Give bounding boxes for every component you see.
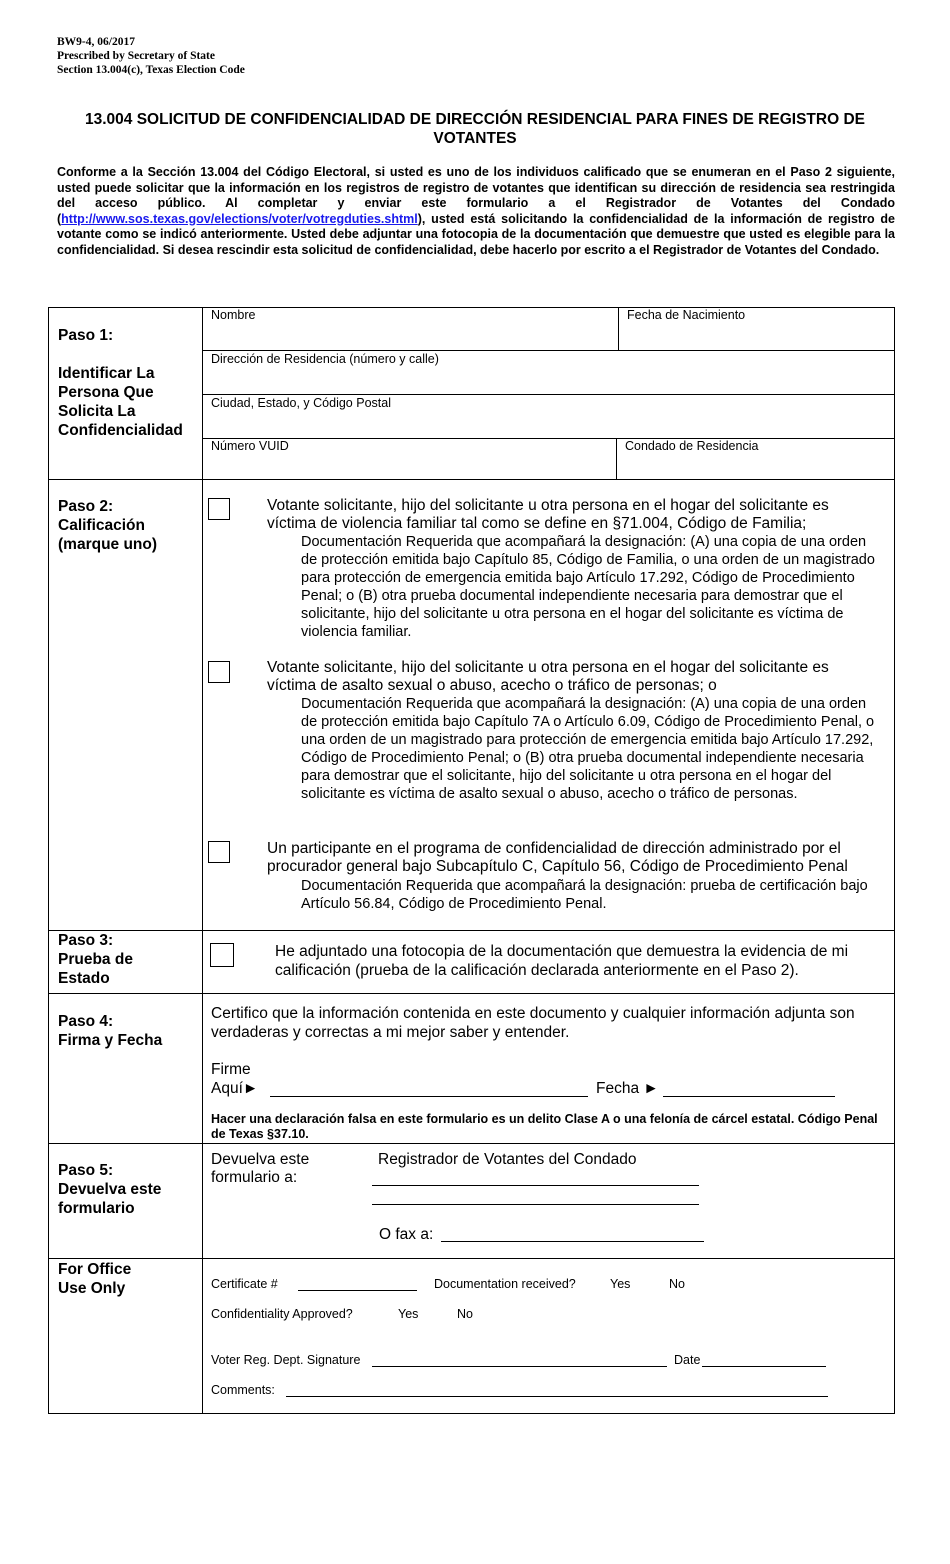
- registrar-name: Registrador de Votantes del Condado: [378, 1151, 637, 1168]
- doc-received-no[interactable]: No: [669, 1277, 685, 1291]
- option3-documentation: Documentación Requerida que acompañará la designación: prueba de certificación bajo Artículo 56.84, Código de Procedimiento Penal.: [301, 878, 868, 912]
- comments-line[interactable]: [286, 1396, 828, 1397]
- intro-text-1: Conforme a la Sección 13.004 del Código Electoral, si usted es uno de los individuos calificado que se enumeran en el Paso 2 siguiente, usted puede solicitar que la información en los registros de registro de votantes que identifican su dirección de residencia sea restringida del acceso público. Al completar y enviar este formulario a el Registrador de Votantes del Condado (: [57, 165, 895, 226]
- doc-received-label: Documentation received?: [434, 1277, 576, 1291]
- sign-here-label-1: Firme: [211, 1061, 251, 1078]
- step1-row-line: [202, 394, 895, 395]
- step1-col-line: [616, 438, 617, 479]
- vuid-field[interactable]: Número VUID: [211, 439, 289, 453]
- option1-documentation: Documentación Requerida que acompañará la designación: (A) una copia de una orden de protección emitida bajo Capítulo 85, Código de Familia, o una orden de un magistrado para protección de emergencia emitida bajo Artículo 17.292, Código de Procedimiento Penal; o (B) otra prueba documental independiente necesaria para demostrar que el solicitante, hijo del solicitante u otra persona en el hogar del solicitante es víctima de violencia familiar.: [301, 534, 875, 640]
- option2-checkbox[interactable]: [208, 661, 230, 683]
- label-column-divider: [202, 307, 203, 1414]
- divider-step3: [48, 993, 895, 994]
- confidentiality-approved-label: Confidentiality Approved?: [211, 1307, 353, 1321]
- step2-label: Paso 2:: [58, 498, 114, 515]
- return-to-label-2: formulario a:: [211, 1169, 298, 1186]
- option1-text: Votante solicitante, hijo del solicitante u otra persona en el hogar del solicitante es víctima de violencia familiar tal como se define en §71.004, Código de Familia;: [267, 497, 829, 532]
- address-field[interactable]: Dirección de Residencia (número y calle): [211, 352, 439, 366]
- date-label: Fecha ►: [596, 1080, 659, 1097]
- registrar-address-line-2[interactable]: [372, 1204, 699, 1205]
- doc-received-yes[interactable]: Yes: [610, 1277, 631, 1291]
- step5-label: Paso 5:: [58, 1162, 114, 1179]
- sign-here-label-2: Aquí►: [211, 1080, 259, 1097]
- legal-reference: Section 13.004(c), Texas Election Code: [57, 64, 245, 76]
- proof-statement: He adjuntado una fotocopia de la documentación que demuestra la evidencia de mi calificación (prueba de la calificación declarada anteriormente en el Paso 2).: [275, 943, 849, 979]
- form-number: BW9-4, 06/2017: [57, 36, 135, 48]
- fax-line[interactable]: [441, 1241, 704, 1242]
- option3-text: Un participante en el programa de confidencialidad de dirección administrado por el procurador general bajo Subcapítulo C, Capítulo 56, Código de Procedimiento Penal: [267, 840, 848, 875]
- step2-sublabel-2: (marque uno): [58, 536, 158, 553]
- certification-text: Certifico que la información contenida en este documento y cualquier información adjunta son verdaderas y correctas a mi mejor saber y entender.: [211, 1005, 855, 1041]
- office-date-label: Date: [674, 1353, 701, 1367]
- signature-line[interactable]: [270, 1096, 588, 1097]
- office-date-line[interactable]: [702, 1366, 826, 1367]
- divider-step1: [48, 479, 895, 480]
- certificate-line[interactable]: [298, 1290, 417, 1291]
- step3-sublabel: Prueba de Estado: [58, 951, 133, 987]
- registrar-address-line-1[interactable]: [372, 1185, 699, 1186]
- return-to-label-1: Devuelva este: [211, 1151, 310, 1168]
- step4-sublabel: Firma y Fecha: [58, 1032, 163, 1049]
- step1-row-line: [202, 438, 895, 439]
- step5-sublabel: Devuelva este formulario: [58, 1181, 162, 1217]
- divider-step5: [48, 1258, 895, 1259]
- city-state-zip-field[interactable]: Ciudad, Estado, y Código Postal: [211, 396, 391, 410]
- form-header: [57, 35, 245, 77]
- dept-signature-line[interactable]: [372, 1366, 667, 1367]
- approved-yes[interactable]: Yes: [398, 1307, 419, 1321]
- name-field[interactable]: Nombre: [211, 308, 256, 322]
- proof-checkbox[interactable]: [210, 943, 234, 967]
- step3-label: Paso 3:: [58, 932, 114, 949]
- divider-step2: [48, 930, 895, 931]
- prescribed-by: Prescribed by Secretary of State: [57, 50, 215, 62]
- step1-sublabel: Identificar La Persona Que Solicita La Confidencialidad: [58, 365, 183, 439]
- step1-label: Paso 1:: [58, 327, 114, 344]
- approved-no[interactable]: No: [457, 1307, 473, 1321]
- dept-signature-label: Voter Reg. Dept. Signature: [211, 1353, 361, 1367]
- divider-step4: [48, 1143, 895, 1144]
- comments-label: Comments:: [211, 1383, 275, 1397]
- false-statement-warning: Hacer una declaración falsa en este formulario es un delito Clase A o una felonía de cárcel estatal. Código Penal de Texas §37.10.: [211, 1112, 878, 1141]
- sos-link[interactable]: http://www.sos.texas.gov/elections/voter/votregduties.shtml: [61, 211, 418, 226]
- option3-checkbox[interactable]: [208, 841, 230, 863]
- option2-documentation: Documentación Requerida que acompañará la designación: (A) una copia de una orden de protección emitida bajo Capítulo 7A o Artículo 6.09, Código de Procedimiento Penal, o una orden de un magistrado para protección de emergencia emitida bajo Artículo 17.292, Código de Procedimiento Penal; o (B) otra prueba documental independiente necesaria para demostrar que el solicitante, hijo del solicitante u otra persona en el hogar del solicitante es víctima de asalto sexual o abuso, acecho o tráfico de personas.: [301, 696, 875, 802]
- step2-sublabel-1: Calificación: [58, 517, 145, 534]
- county-field[interactable]: Condado de Residencia: [625, 439, 759, 453]
- fax-label: O fax a:: [379, 1226, 434, 1243]
- certificate-label: Certificate #: [211, 1277, 278, 1291]
- option1-checkbox[interactable]: [208, 498, 230, 520]
- step1-row-line: [202, 350, 895, 351]
- date-line[interactable]: [663, 1096, 835, 1097]
- option2-text: Votante solicitante, hijo del solicitante u otra persona en el hogar del solicitante es víctima de asalto sexual o abuso, acecho o tráfico de personas; o: [267, 659, 829, 694]
- form-title: 13.004 SOLICITUD DE CONFIDENCIALIDAD DE DIRECCIÓN RESIDENCIAL PARA FINES DE REGISTRO DE VOTANTES: [85, 111, 865, 147]
- intro-text-2: ), usted está solicitando la confidencialidad de la información de registro de votante como se indicó anteriormente. Usted debe adjuntar una fotocopia de la documentación que demuestre que usted es elegible para la confidencialidad. Si desea rescindir esta solicitud de confidencialidad, debe hacerlo por escrito a el Registrador de Votantes del Condado.: [57, 211, 895, 257]
- dob-field[interactable]: Fecha de Nacimiento: [627, 308, 746, 322]
- office-use-label: For Office Use Only: [58, 1261, 132, 1297]
- intro-paragraph: [57, 165, 895, 258]
- step1-col-line: [618, 307, 619, 350]
- step4-label: Paso 4:: [58, 1013, 114, 1030]
